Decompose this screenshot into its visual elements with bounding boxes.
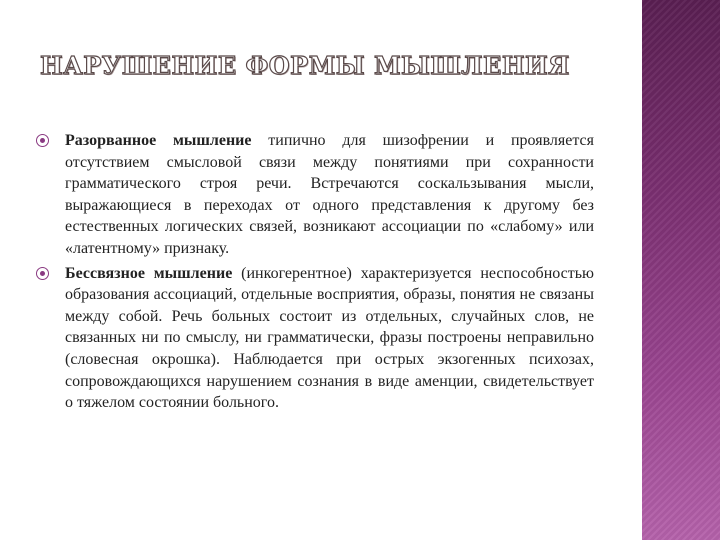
- bullet-body: (инкогерентное) характеризуется неспособностью образования ассоциаций, отдельные восприятия, образы, понятия не связаны между собой. Речь больных состоит из отдельных, случайных слов, не связанных ни по смыслу, ни грамматически, фразы построены неправильно (словесная окрошка). Наблюдается при острых экзогенных психозах, сопровождающихся нарушением сознания в виде аменции, свидетельствует о тяжелом состоянии больного.: [65, 264, 594, 412]
- bullet-text: [65, 263, 594, 414]
- decorative-side-band: [642, 0, 720, 540]
- bullet-term: Разорванное мышление: [65, 132, 252, 149]
- bullet-body: типично для шизофрении и проявляется отсутствием смысловой связи между понятиями при сохранности грамматического строя речи. Встречаются соскальзывания мысли, выражающиеся в переходах от одного представления к другому без естественных логических связей, возникают ассоциации по «слабому» или «латентному» признаку.: [65, 132, 595, 257]
- slide-content: [36, 130, 594, 417]
- bullet-item: [36, 130, 594, 260]
- circle-bullet-icon: [36, 134, 49, 147]
- bullet-term: Бессвязное мышление: [65, 264, 233, 282]
- slide-title: НАРУШЕНИЕ ФОРМЫ МЫШЛЕНИЯ: [40, 51, 570, 80]
- bullet-item: [36, 263, 594, 414]
- bullet-text: [65, 130, 594, 260]
- circle-bullet-icon: [36, 267, 49, 280]
